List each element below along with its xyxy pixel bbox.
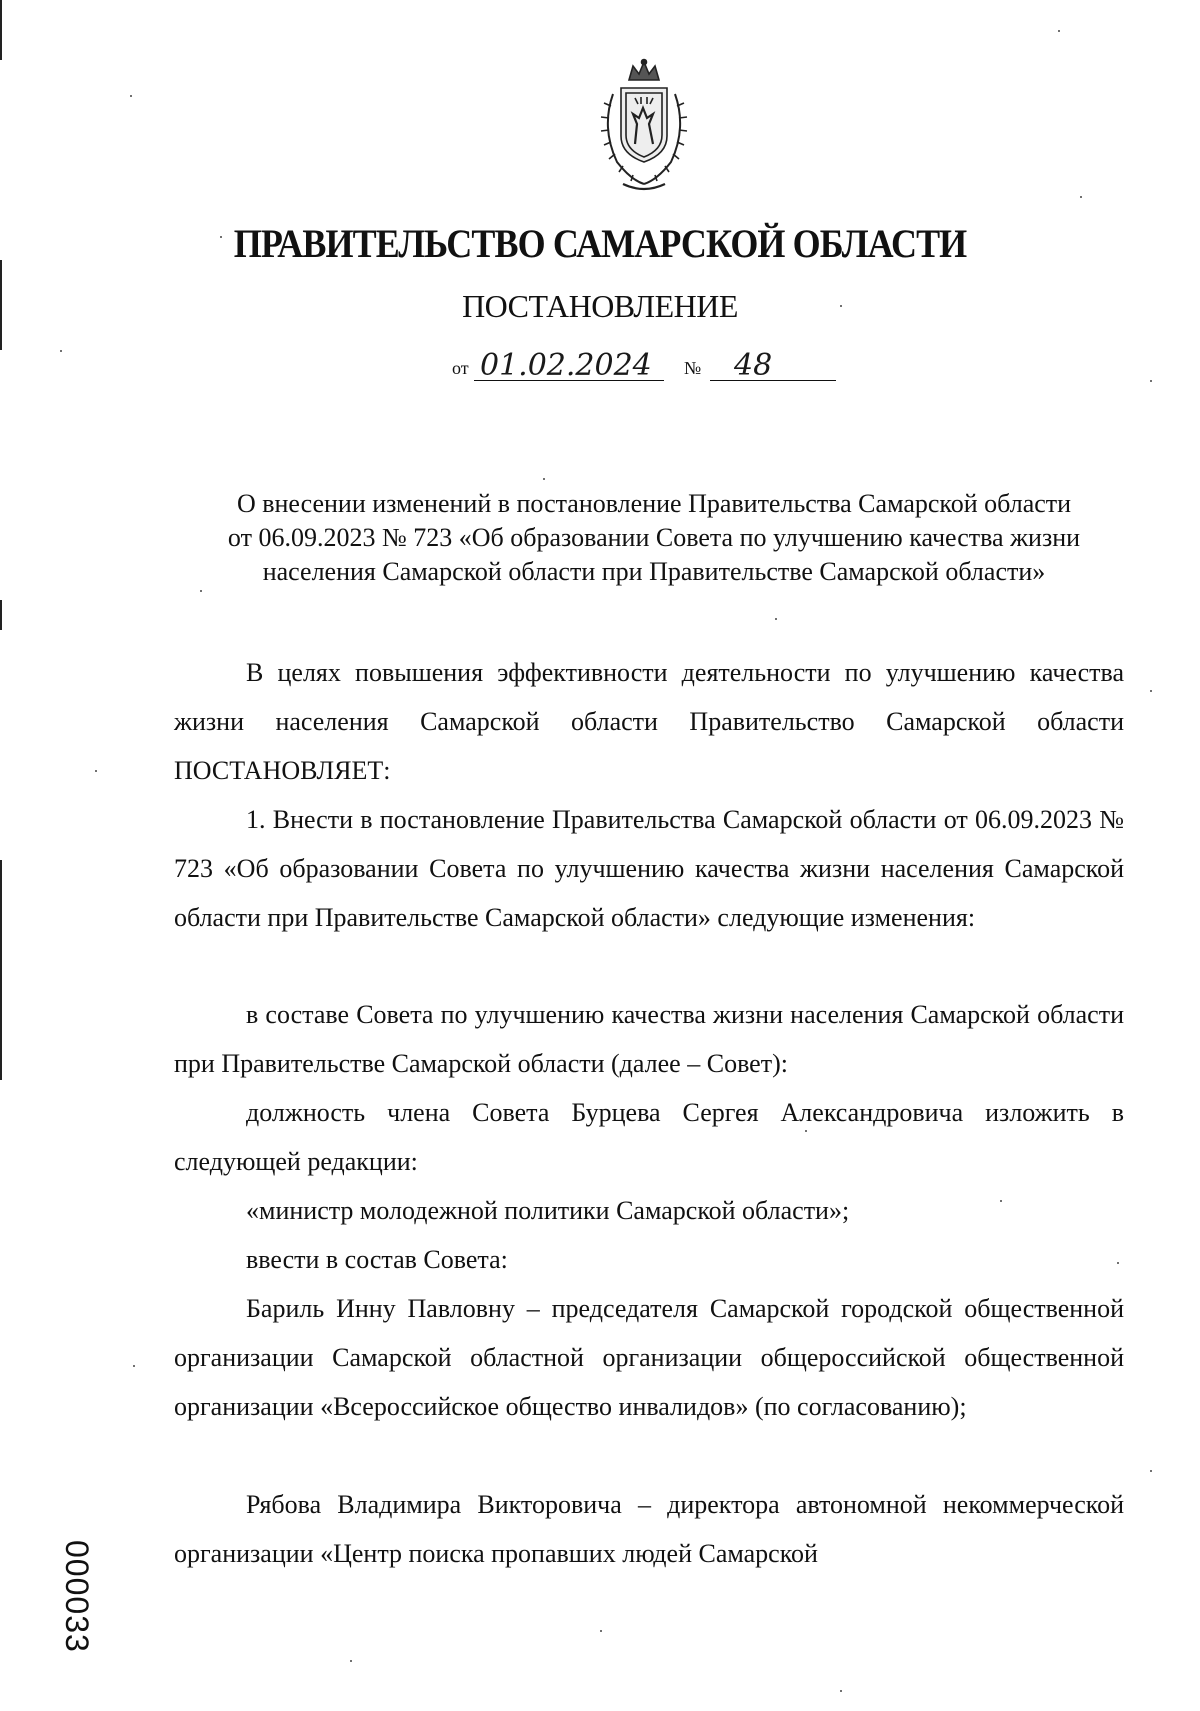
- document-subject: [175, 487, 1133, 589]
- body-paragraph-new-wording: «министр молодежной политики Самарской области»;: [246, 1196, 850, 1225]
- body-paragraph-preamble: В целях повышения эффективности деятельности по улучшению качества жизни населения Самарской области Правительство Самарской области ПОСТАНОВЛЯЕТ:: [174, 658, 1124, 785]
- margin-stamp-number: 000033: [59, 1540, 95, 1653]
- document-type: ПОСТАНОВЛЕНИЕ: [462, 288, 738, 324]
- handwritten-number: 48: [734, 348, 773, 383]
- date-prefix: от: [452, 358, 469, 378]
- subject-line: от 06.09.2023 № 723 «Об образовании Совета по улучшению качества жизни: [227, 523, 1081, 552]
- body-paragraph-council-composition: в составе Совета по улучшению качества жизни населения Самарской области при Правительстве Самарской области (далее – Совет):: [174, 1000, 1124, 1078]
- date-number-line: [452, 348, 852, 383]
- number-prefix: №: [684, 358, 702, 378]
- body-paragraph-member-ryabov: Рябова Владимира Викторовича – директора автономной некоммерческой организации «Центр поиска пропавших людей Самарской: [174, 1490, 1124, 1568]
- handwritten-date: 01.02.2024: [480, 348, 652, 383]
- body-paragraph-member-baril: Бариль Инну Павловну – председателя Самарской городской общественной организации Самарской областной организации общероссийской общественной организации «Всероссийское общество инвалидов» (по согласованию);: [174, 1294, 1124, 1421]
- body-paragraph-position-change: должность члена Совета Бурцева Сергея Александровича изложить в следующей редакции:: [174, 1098, 1124, 1176]
- subject-line: населения Самарской области при Правительстве Самарской области»: [262, 557, 1046, 586]
- subject-line: О внесении изменений в постановление Правительства Самарской области: [236, 489, 1072, 518]
- body-paragraph-add-members: ввести в состав Совета:: [246, 1245, 508, 1274]
- organization-title: ПРАВИТЕЛЬСТВО САМАРСКОЙ ОБЛАСТИ: [233, 221, 967, 266]
- body-paragraph-item-1: 1. Внести в постановление Правительства Самарской области от 06.09.2023 № 723 «Об образовании Совета по улучшению качества жизни населения Самарской области при Правительстве Самарской области» следующие изменения:: [174, 805, 1124, 932]
- coat-of-arms-icon: [583, 58, 705, 198]
